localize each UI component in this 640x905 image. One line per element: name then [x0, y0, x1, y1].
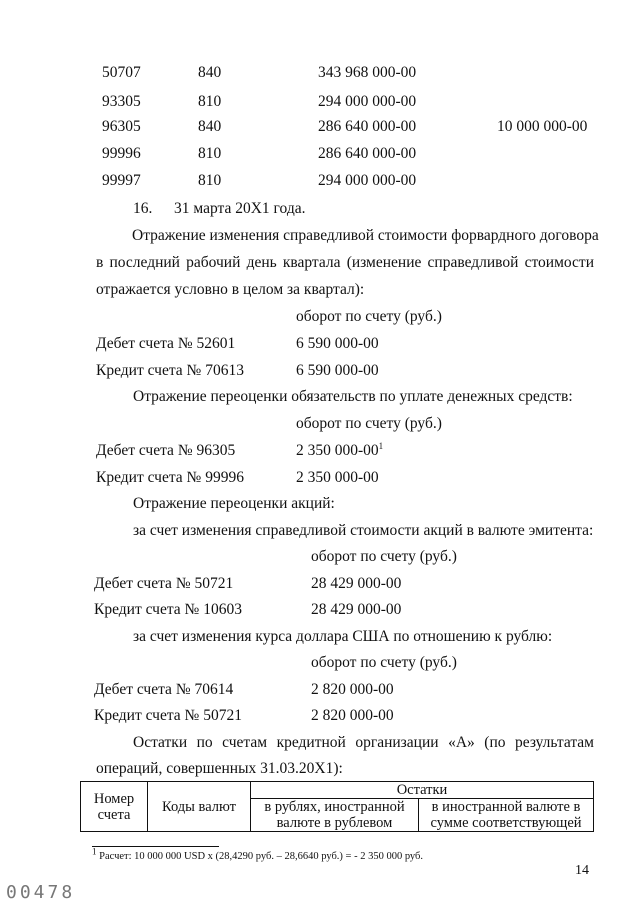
paragraph-line: в последний рабочий день квартала (изменение справедливой стоимости — [96, 254, 594, 271]
amount: 286 640 000-00 — [318, 118, 417, 135]
turnover-caption: оборот по счету (руб.) — [311, 654, 457, 671]
footnote-mark: 1 — [92, 846, 97, 857]
paragraph-heading: Отражение переоценки обязательств по уплате денежных средств: — [133, 388, 573, 405]
section-date: 31 марта 20Х1 года. — [174, 200, 306, 217]
credit-value: 6 590 000-00 — [296, 362, 379, 379]
account-number: 96305 — [102, 118, 141, 135]
footnote-divider — [92, 846, 219, 847]
amount: 286 640 000-00 — [318, 145, 417, 162]
paragraph-line: Остатки по счетам кредитной организации «А» (по результатам — [133, 734, 594, 751]
amount: 294 000 000-00 — [318, 93, 417, 110]
sub-heading: за счет изменения курса доллара США по отношению к рублю: — [133, 628, 553, 645]
credit-label: Кредит счета № 70613 — [96, 362, 244, 379]
currency-code: 810 — [198, 93, 222, 110]
foreign-amount: 10 000 000-00 — [497, 118, 588, 135]
account-number: 50707 — [102, 64, 141, 81]
paragraph-line: операций, совершенных 31.03.20Х1): — [96, 760, 343, 777]
footnote-ref: 1 — [378, 440, 384, 451]
header-balance-rub: в рублях, иностранной валюте в рублевом — [251, 799, 419, 832]
debit-value: 6 590 000-00 — [296, 335, 379, 352]
turnover-caption: оборот по счету (руб.) — [296, 308, 442, 325]
debit-value: 2 350 $000-00^1$ — [296, 440, 384, 459]
account-number: 99996 — [102, 145, 141, 162]
account-number: 99997 — [102, 172, 141, 189]
archive-stamp: 00478 — [6, 882, 76, 903]
credit-value: 28 429 000-00 — [311, 601, 402, 618]
section-number: 16. — [133, 200, 153, 217]
amount: 294 000 000-00 — [318, 172, 417, 189]
currency-code: 840 — [198, 64, 222, 81]
footnote-text: Расчет: 10 000 000 USD х (28,4290 руб. – 28,6640 руб.) = - 2 350 000 руб. — [99, 851, 424, 862]
amount: 343 968 000-00 — [318, 64, 417, 81]
header-balance-fx: в иностранной валюте в сумме соответствующей — [419, 799, 594, 832]
credit-value: 2 820 000-00 — [311, 707, 394, 724]
credit-label: Кредит счета № 99996 — [96, 469, 244, 486]
header-account-number: Номер счета — [81, 782, 148, 832]
footnote — [92, 846, 424, 862]
debit-label: Дебет счета № 96305 — [96, 442, 236, 459]
currency-code: 810 — [198, 172, 222, 189]
header-currency-codes: Коды валют — [148, 782, 251, 832]
currency-code: 840 — [198, 118, 222, 135]
debit-label: Дебет счета № 52601 — [96, 335, 236, 352]
currency-code: 810 — [198, 145, 222, 162]
debit-value: 28 429 000-00 — [311, 575, 402, 592]
debit-label: Дебет счета № 50721 — [94, 575, 234, 592]
account-number: 93305 — [102, 93, 141, 110]
credit-label: Кредит счета № 50721 — [94, 707, 242, 724]
turnover-caption: оборот по счету (руб.) — [311, 548, 457, 565]
header-balances: Остатки — [251, 782, 594, 799]
sub-heading: за счет изменения справедливой стоимости акций в валюте эмитента: — [133, 522, 594, 539]
paragraph-line: Отражение изменения справедливой стоимости форвардного договора — [132, 227, 599, 244]
balances-table — [80, 781, 594, 832]
credit-value: 2 350 000-00 — [296, 469, 379, 486]
debit-label: Дебет счета № 70614 — [94, 681, 234, 698]
debit-value: 2 820 000-00 — [311, 681, 394, 698]
turnover-caption: оборот по счету (руб.) — [296, 415, 442, 432]
page-number: 14 — [575, 863, 589, 878]
paragraph-heading: Отражение переоценки акций: — [133, 495, 335, 512]
credit-label: Кредит счета № 10603 — [94, 601, 242, 618]
paragraph-line: отражается условно в целом за квартал): — [96, 281, 365, 298]
